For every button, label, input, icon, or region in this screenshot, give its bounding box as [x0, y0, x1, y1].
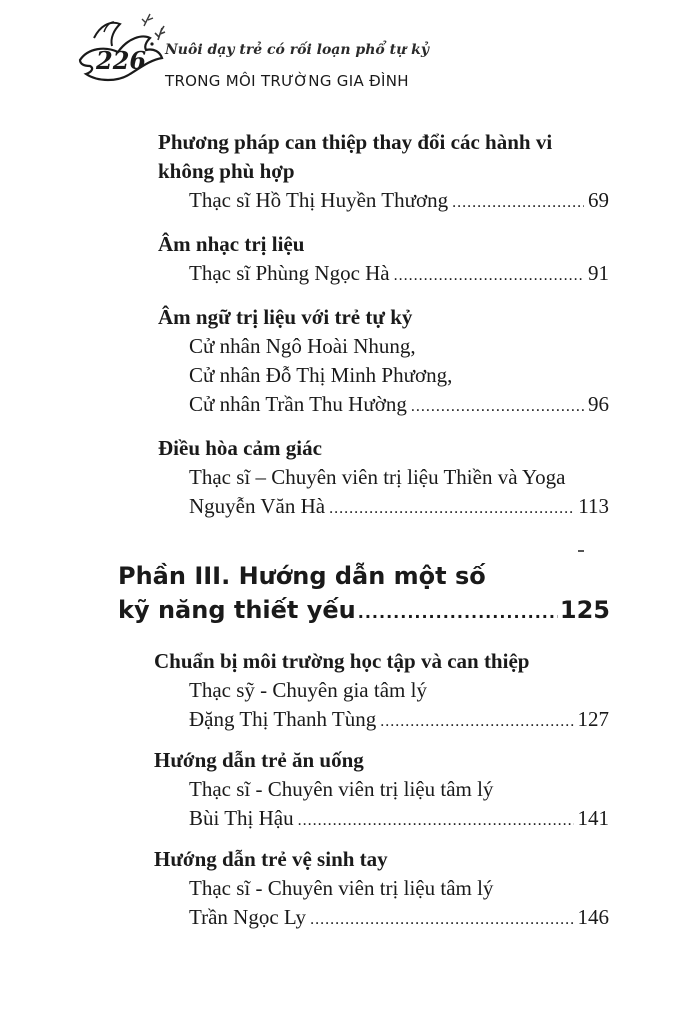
- toc-entry-line[interactable]: [189, 186, 609, 217]
- toc-author: Cử nhân Đỗ Thị Minh Phương,: [189, 363, 453, 387]
- dot-leader: [394, 262, 584, 290]
- dot-leader: [358, 597, 558, 629]
- toc-page-number: 69: [588, 188, 609, 212]
- toc-entry-line[interactable]: [189, 705, 609, 736]
- part-title[interactable]: Phần III. Hướng dẫn một số: [118, 562, 486, 590]
- toc-author: Trần Ngọc Ly: [189, 905, 307, 929]
- toc-author: Nguyễn Văn Hà: [189, 494, 326, 518]
- part-entry-line[interactable]: [118, 594, 610, 629]
- toc-title[interactable]: Hướng dẫn trẻ vệ sinh tay: [154, 847, 388, 871]
- book-title-subtitle: Nuôi dạy trẻ có rối loạn phổ tự kỷ: [165, 42, 429, 58]
- toc-title[interactable]: Âm ngữ trị liệu với trẻ tự kỷ: [158, 305, 413, 329]
- dot-leader: [310, 906, 573, 934]
- book-title-main: TRONG MÔI TRƯỜNG GIA ĐÌNH: [165, 72, 409, 90]
- toc-author: Thạc sĩ - Chuyên viên trị liệu tâm lý: [189, 876, 494, 900]
- dot-leader: [329, 495, 574, 523]
- toc-title[interactable]: Chuẩn bị môi trường học tập và can thiệp: [154, 649, 530, 673]
- toc-author: Cử nhân Ngô Hoài Nhung,: [189, 334, 416, 358]
- print-mark: [578, 550, 584, 552]
- toc-page-number: 127: [577, 707, 609, 731]
- dot-leader: [298, 807, 574, 835]
- toc-author: Thạc sỹ - Chuyên gia tâm lý: [189, 678, 427, 702]
- part-page-number: 125: [559, 596, 610, 624]
- toc-author: Thạc sĩ - Chuyên viên trị liệu tâm lý: [189, 777, 494, 801]
- toc-page-number: 113: [578, 494, 609, 518]
- toc-entry-line[interactable]: [189, 259, 609, 290]
- toc-author: Thạc sĩ – Chuyên viên trị liệu Thiền và Yoga: [189, 465, 566, 489]
- page-number: 226: [96, 46, 147, 75]
- toc-page-number: 96: [588, 392, 609, 416]
- toc-title[interactable]: Hướng dẫn trẻ ăn uống: [154, 748, 364, 772]
- toc-title[interactable]: Phương pháp can thiệp thay đổi các hành vi: [158, 130, 553, 154]
- toc-page-number: 141: [577, 806, 609, 830]
- toc-author: Đặng Thị Thanh Tùng: [189, 707, 377, 731]
- toc-entry-line[interactable]: [189, 492, 609, 523]
- part-title-line2: kỹ năng thiết yếu: [118, 596, 356, 624]
- toc-title[interactable]: Điều hòa cảm giác: [158, 436, 322, 460]
- toc-entry-line[interactable]: [189, 390, 609, 421]
- toc-entry-line[interactable]: [189, 903, 609, 934]
- toc-author: Cử nhân Trần Thu Hường: [189, 392, 407, 416]
- toc-author: Thạc sĩ Phùng Ngọc Hà: [189, 261, 390, 285]
- toc-entry-line[interactable]: [189, 804, 609, 835]
- dot-leader: [380, 708, 573, 736]
- toc-author: Thạc sĩ Hồ Thị Huyền Thương: [189, 188, 449, 212]
- toc-page-number: 146: [577, 905, 609, 929]
- dot-leader: [452, 189, 584, 217]
- toc-title[interactable]: không phù hợp: [158, 159, 295, 183]
- toc-author: Bùi Thị Hậu: [189, 806, 294, 830]
- toc-title[interactable]: Âm nhạc trị liệu: [158, 232, 305, 256]
- dot-leader: [411, 393, 584, 421]
- toc-page-number: 91: [588, 261, 609, 285]
- page-header: [0, 0, 700, 110]
